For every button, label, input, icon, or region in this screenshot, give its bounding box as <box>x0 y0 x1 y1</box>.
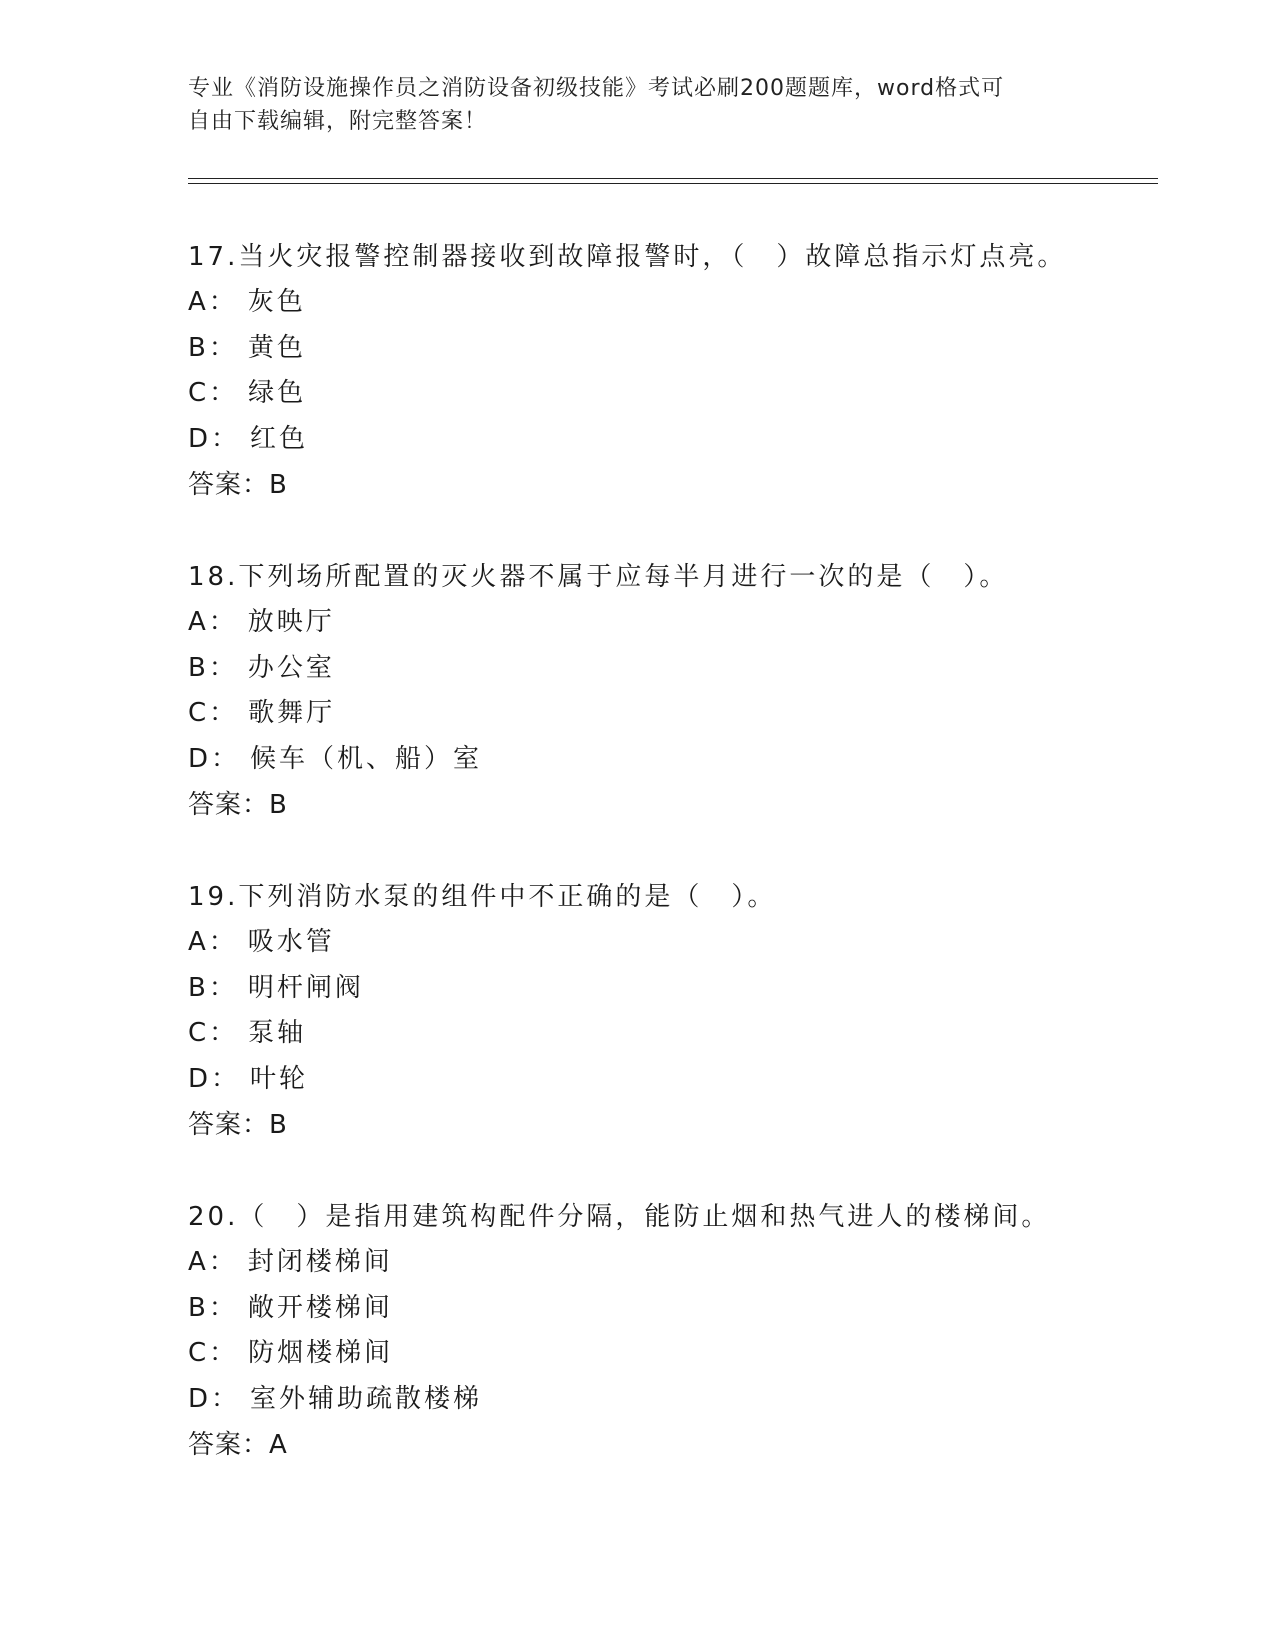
option-text: 吸水管 <box>247 927 335 957</box>
question-stem: 18.下列场所配置的灭火器不属于应每半月进行一次的是（ ）。 <box>188 562 1009 592</box>
question-19 <box>188 874 1148 1148</box>
header-divider-top <box>188 178 1158 179</box>
option-b <box>188 326 1148 372</box>
option-label: D： <box>188 423 241 454</box>
question-stem: 19.下列消防水泵的组件中不正确的是（ ）。 <box>188 882 777 912</box>
option-label: A： <box>188 607 238 637</box>
option-c <box>188 1011 1148 1057</box>
option-label: D： <box>188 1063 241 1094</box>
option-text: 红色 <box>250 423 309 454</box>
option-label: C： <box>188 1018 239 1049</box>
header-line-2: 自由下载编辑，附完整答案！ <box>188 109 488 134</box>
answer: 答案：B <box>188 790 288 821</box>
option-label: C： <box>188 1338 239 1369</box>
option-label: C： <box>188 698 239 729</box>
option-label: C： <box>188 378 239 409</box>
option-label: B： <box>188 972 238 1003</box>
option-text: 室外辅助疏散楼梯 <box>250 1383 483 1414</box>
option-d <box>188 417 1148 463</box>
option-label: A： <box>188 287 238 317</box>
option-text: 歌舞厅 <box>248 698 336 729</box>
document-header <box>188 72 1088 138</box>
option-text: 明杆闸阀 <box>247 972 364 1003</box>
answer: 答案：B <box>188 1110 288 1141</box>
option-label: D： <box>188 1383 241 1414</box>
question-20 <box>188 1194 1148 1468</box>
option-text: 办公室 <box>247 652 335 683</box>
option-a <box>188 920 1148 966</box>
option-d <box>188 737 1148 783</box>
option-text: 敞开楼梯间 <box>247 1292 393 1323</box>
option-label: A： <box>188 927 238 957</box>
option-text: 黄色 <box>247 332 306 363</box>
option-d <box>188 1377 1148 1423</box>
option-label: B： <box>188 1292 238 1323</box>
option-a <box>188 280 1148 326</box>
option-text: 叶轮 <box>250 1063 309 1094</box>
option-a <box>188 600 1148 646</box>
option-label: A： <box>188 1247 238 1277</box>
option-text: 放映厅 <box>247 607 335 637</box>
header-line-1: 专业《消防设施操作员之消防设备初级技能》考试必刷200题题库，word格式可 <box>188 76 1005 101</box>
option-text: 灰色 <box>247 287 306 317</box>
option-c <box>188 371 1148 417</box>
question-18 <box>188 554 1148 828</box>
option-c <box>188 1331 1148 1377</box>
question-stem: 20.（ ）是指用建筑构配件分隔，能防止烟和热气进人的楼梯间。 <box>188 1202 1051 1232</box>
option-b <box>188 966 1148 1012</box>
header-divider-bottom <box>188 183 1158 184</box>
option-label: B： <box>188 332 238 363</box>
option-b <box>188 646 1148 692</box>
question-17 <box>188 234 1148 508</box>
option-text: 候车（机、船）室 <box>250 743 483 774</box>
option-label: B： <box>188 652 238 683</box>
option-label: D： <box>188 743 241 774</box>
option-text: 防烟楼梯间 <box>248 1338 394 1369</box>
option-c <box>188 691 1148 737</box>
answer: 答案：A <box>188 1430 288 1461</box>
option-text: 绿色 <box>248 378 307 409</box>
option-text: 封闭楼梯间 <box>247 1247 393 1277</box>
option-d <box>188 1057 1148 1103</box>
option-b <box>188 1286 1148 1332</box>
option-text: 泵轴 <box>248 1018 307 1049</box>
answer: 答案：B <box>188 470 288 501</box>
question-stem: 17.当火灾报警控制器接收到故障报警时，（ ）故障总指示灯点亮。 <box>188 242 1067 272</box>
option-a <box>188 1240 1148 1286</box>
